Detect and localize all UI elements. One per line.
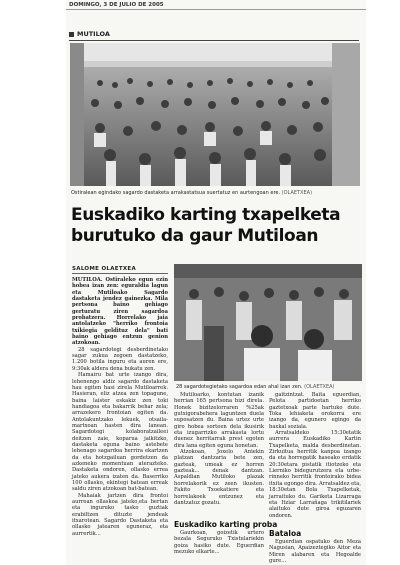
article-byline: SALOME OLAETXEA xyxy=(72,266,137,272)
section-marker-icon xyxy=(69,32,74,37)
bottom-photo-credit: (OLAETXEA) xyxy=(304,384,335,390)
section-header xyxy=(69,30,359,41)
section-name: MUTILOA xyxy=(77,30,110,38)
top-photo-credit: (OLAETXEA) xyxy=(281,190,313,196)
bataloa-section-text xyxy=(269,539,361,564)
article-paragraph: Atzokoan, Joxelo Aniekin platzan dantzaria bete zen, gazteak, umeak ez horren gazteak... denak dantzan. Aspaldian Mutiloko plazak horrelakorik ez zeen ikusten. Fakito Txoekatiere eta horrelakoek entzunez eta dantzatuz gozatu. xyxy=(174,449,264,506)
page-date: DOMINGO, 3 DE JULIO DE 2005 xyxy=(69,2,164,8)
article-column-3 xyxy=(269,392,361,519)
article-column-2 xyxy=(174,392,264,506)
article-paragraph: Arratsaldeko 15:30etatik aurrera Euskadiko Kartin Txapelketa, malda desberdinetan. Zirkuitua herritik kanpoa izango da eta horregatik haseako erdatik 20:30etara pistatik itiotzeko eta Lierniko bidegurutzera eta urbe-rinneko herritik frontoirako bidea itxita egongo dira. Arratsaldez eta, 18:30etan Bola Txapelketak, jarraituko du. Gariketa Lizarraga eta Itziar Larrañaga trikitilariek alaituko dute giroa eguzaren ondoren. xyxy=(269,430,361,519)
article-paragraph: 28 sagardotegi desberdinetako sagar zukua zegoen dastatzeko, 1.200 botila inguru eta auren ere, 9:30ak aldera dena bukatu zen. xyxy=(72,346,168,372)
article-paragraph: Eguerdian ospatuko den Meza Nagusian, Apaizeztegiko Aitor eta Miren alabaren eta Hegoalde gure... xyxy=(269,539,361,565)
article-paragraph: Hamairu bat urte izango dira, lehenengo aldiz sagardo dastaketa hau egiten hasi zirela Mutiloarrek. Hasieran, eliz atzea zen topagune, baina laister eskakiz zen toki handiagoa eta bakarrik behar zela; arrazekero frontoian egiten da. Antolakuntzako lekuek, otsaila-martxoan hasten dira lanean. Sagardotegi kolaboratzaileei deitzen zaie, koparua jaikitzko, dastaketa eguna baino astebete lehenago sagardoa herrira ekartzen da eta hotzgailuan gordetzen da azkeneko momentuan aterazteko. Dastaketa ondoren, ollasko errea jateko aukera izaten da. Baserriko 100 ollasko, ekintegi batean erreak saldu ziren atzokoan bat-batean. xyxy=(72,372,168,493)
bottom-photo-caption-text: 28 sagardotegietako sagardoa edan ahal izan zen. xyxy=(176,384,303,390)
cider-drinkers-photo xyxy=(174,264,362,381)
newspaper-page xyxy=(66,0,366,565)
karting-section-text xyxy=(174,530,264,555)
article-paragraph: MUTILOA. Ostiraleko egun ezin hobea izan zen: eguraldia lagun eta Mutiloako Sagardo dastaketa jendez gainezka. Mila pertsona baino gehiago gerturatu ziren sagardoa probatzera. Horrelako jaia antolatzeko "herriko frontoia txikiegia geldituz dela" bati baino gehiago entzun genion atzokoan. xyxy=(72,277,168,347)
byline-divider xyxy=(72,273,168,274)
article-paragraph: Mahaiak jartzen dira frontoi aurrean ollaskoa jateko,eta bertan eta inguruko tasko guztiak erabiltzen dituzte jendeak itxarotean. Sagardo Dastaketa eta ollasko jatearen eguneraz, eta aurrertik... xyxy=(72,492,168,537)
headline-line-1: Euskadiko karting txapelketa xyxy=(71,205,341,225)
article-paragraph: Gaurkoan, goizetik urtero bezala Seguruko Txistulariekin goiza hasiko dute. Eguerdian mezuko elkarte... xyxy=(174,530,264,556)
headline-line-2: burutuko da gaur Mutiloan xyxy=(71,226,319,246)
article-column-1 xyxy=(72,277,168,537)
article-paragraph: gaitzintzat. Baita eguerdian, Pelota partidoetan herriko gaztetxoak parte hartuko dute. Toka lehiaketa orokorra ere izango da, egunero egingo da baxkal soziala. xyxy=(269,392,361,430)
crowd-photo xyxy=(70,43,360,186)
karting-subheading: Euskadiko karting proba xyxy=(174,520,278,529)
bottom-photo-caption xyxy=(176,384,335,390)
article-paragraph: Mutiloarko, kontutan izanik herrian 165 pertsona bizi direla. Honek bizitzelorraren %25ak gutxigorabehera laguntzen duela suposatzen du. Baina urtez urte giro hobea sorteen dela ikusirik eta izugarrizko arrakasta lortu duenez herritarrak prest egoten dira lana egiten eguna honetan. xyxy=(174,392,264,449)
bataloa-subheading: Bataloa xyxy=(269,529,302,538)
article-headline xyxy=(71,205,361,247)
page-header xyxy=(66,0,366,10)
top-photo-caption-text: Ostiralean egindako sagardo dastaketa arrakastatsua suertatuz en aurtengoan ere. xyxy=(71,190,281,196)
top-photo-caption xyxy=(71,190,312,196)
